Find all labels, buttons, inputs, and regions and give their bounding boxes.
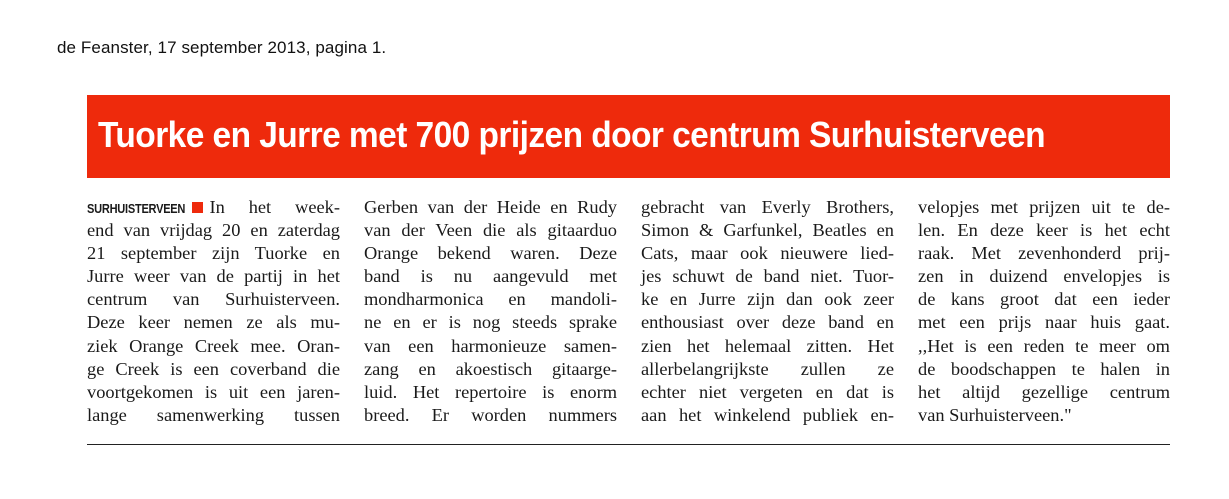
article-line: aan het winkelend publiek en-	[641, 404, 894, 425]
article-line: Orange bekend waren. Deze	[364, 243, 617, 264]
red-square-marker	[192, 202, 203, 213]
article-column-2	[364, 196, 617, 427]
article-line: enthousiast over deze band en	[641, 312, 894, 333]
article-line: van der Veen die als gitaarduo	[364, 220, 617, 241]
article-line: jes schuwt de band niet. Tuor-	[641, 266, 894, 287]
article-line: Simon & Garfunkel, Beatles en	[641, 220, 894, 241]
article-line: breed. Er worden nummers	[364, 404, 617, 425]
article-line	[87, 196, 340, 219]
article-line: ge Creek is een coverband die	[87, 358, 340, 379]
article-line: ke en Jurre zijn dan ook zeer	[641, 289, 894, 310]
article-line: gebracht van Everly Brothers,	[641, 197, 894, 217]
article-line: centrum van Surhuisterveen.	[87, 289, 340, 310]
article-line: voortgekomen is uit een jaren-	[87, 381, 340, 402]
article-line: ne en er is nog steeds sprake	[364, 312, 617, 333]
bottom-rule	[87, 444, 1170, 445]
article-line: band is nu aangevuld met	[364, 266, 617, 287]
article-line: van Surhuisterveen."	[918, 404, 1072, 425]
article-line: velopjes met prijzen uit te de-	[918, 197, 1170, 217]
article-line: Jurre weer van de partij in het	[87, 266, 340, 287]
article-line: 21 september zijn Tuorke en	[87, 243, 340, 264]
article-line: het altijd gezellige centrum	[918, 381, 1170, 402]
article-line: Cats, maar ook nieuwere lied-	[641, 243, 894, 264]
source-citation: de Feanster, 17 september 2013, pagina 1.	[57, 38, 387, 57]
article-line: Deze keer nemen ze als mu-	[87, 312, 340, 333]
article-line: mondharmonica en mandoli-	[364, 289, 617, 310]
article-line: raak. Met zevenhonderd prij-	[918, 243, 1170, 264]
article-line: ziek Orange Creek mee. Oran-	[87, 335, 340, 356]
article-line: ,,Het is een reden te meer om	[918, 335, 1170, 356]
article-line-text: In het week-	[209, 197, 340, 217]
article-line: luid. Het repertoire is enorm	[364, 381, 617, 402]
article-line: lange samenwerking tussen	[87, 404, 340, 425]
article-line: len. En deze keer is het echt	[918, 220, 1170, 241]
article-line: de boodschappen te halen in	[918, 358, 1170, 379]
article-column-4	[918, 196, 1170, 427]
article-line: de kans groot dat een ieder	[918, 289, 1170, 310]
article-column-1	[87, 196, 340, 427]
article-line: met een prijs naar huis gaat.	[918, 312, 1170, 333]
article-line: end van vrijdag 20 en zaterdag	[87, 220, 340, 241]
article-line: zen in duizend envelopjes is	[918, 266, 1170, 287]
article-line: echter niet vergeten en dat is	[641, 381, 894, 402]
article-line: Gerben van der Heide en Rudy	[364, 197, 617, 217]
article-column-3	[641, 196, 894, 427]
article-headline: Tuorke en Jurre met 700 prijzen door centrum Surhuisterveen	[98, 114, 1045, 155]
article-line: allerbelangrijkste zullen ze	[641, 358, 894, 379]
dateline: SURHUISTERVEEN	[87, 201, 186, 216]
article-line: zang en akoestisch gitaarge-	[364, 358, 617, 379]
article-line: van een harmonieuze samen-	[364, 335, 617, 356]
article-line: zien het helemaal zitten. Het	[641, 335, 894, 356]
